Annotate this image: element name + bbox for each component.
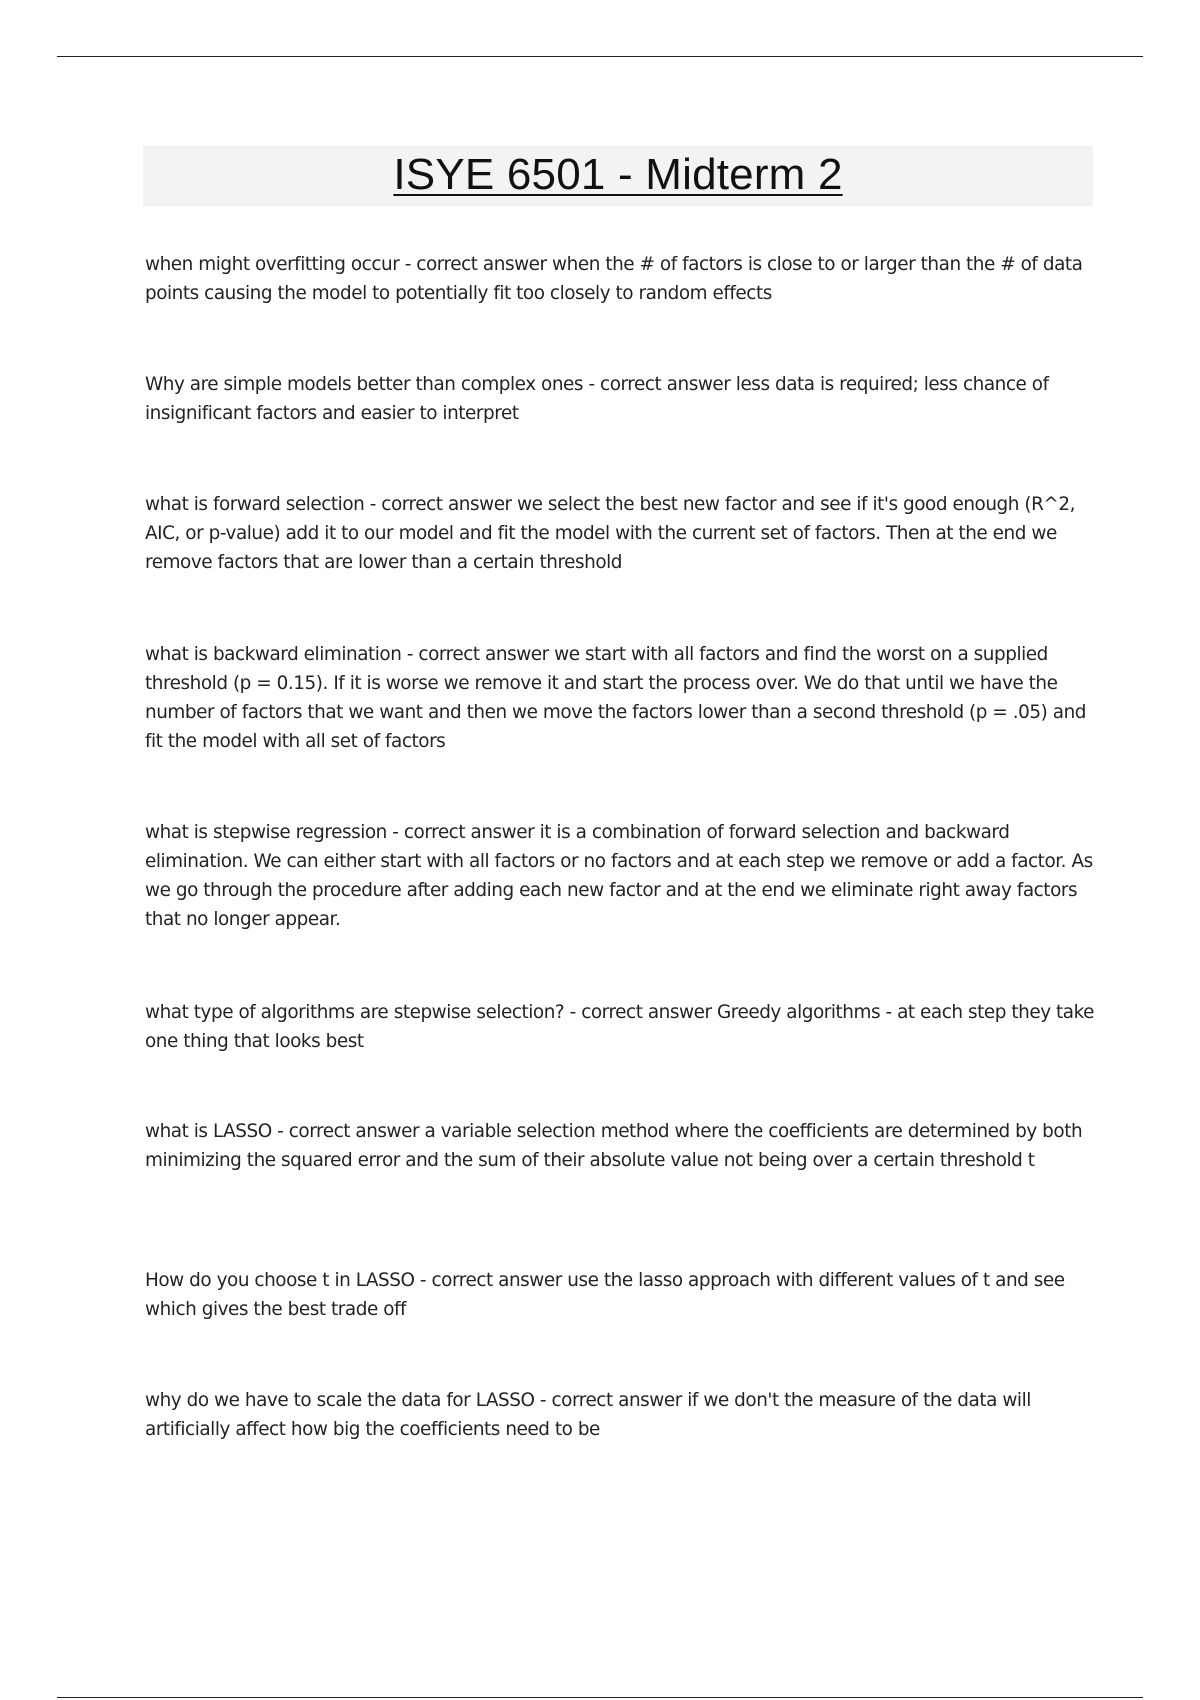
title-band	[143, 146, 1093, 206]
qa-entry-lasso: what is LASSO - correct answer a variable selection method where the coefficients are determined by both minimizing the squared error and the sum of their absolute value not being over a certain threshold t	[145, 1121, 1083, 1171]
qa-entry-simple-models: Why are simple models better than complex ones - correct answer less data is required; less chance of insignificant factors and easier to interpret	[145, 374, 1049, 424]
header-rule	[57, 56, 1143, 57]
qa-entry-stepwise-regression: what is stepwise regression - correct answer it is a combination of forward selection and backward elimination. We can either start with all factors or no factors and at each step we remove or add a factor. As we go through the procedure after adding each new factor and at the end we eliminate right away factors that no longer appear.	[145, 822, 1093, 930]
qa-entry-greedy-algorithms: what type of algorithms are stepwise selection? - correct answer Greedy algorithms - at each step they take one thing that looks best	[145, 1002, 1095, 1052]
document-title: ISYE 6501 - Midterm 2	[393, 150, 843, 199]
qa-entry-choose-t: How do you choose t in LASSO - correct answer use the lasso approach with different values of t and see which gives the best trade off	[145, 1270, 1065, 1320]
footer-rule	[57, 1697, 1143, 1698]
qa-entry-forward-selection: what is forward selection - correct answer we select the best new factor and see if it's good enough (R^2, AIC, or p-value) add it to our model and fit the model with the current set of factors. Then at the end we remove factors that are lower than a certain threshold	[145, 494, 1076, 573]
qa-entry-scale-data: why do we have to scale the data for LASSO - correct answer if we don't the measure of the data will artificially affect how big the coefficients need to be	[145, 1390, 1031, 1440]
qa-entry-backward-elimination: what is backward elimination - correct answer we start with all factors and find the worst on a supplied threshold (p = 0.15). If it is worse we remove it and start the process over. We do that until we have the number of factors that we want and then we move the factors lower than a second threshold (p = .05) and fit the model with all set of factors	[145, 644, 1087, 752]
qa-entry-overfitting: when might overfitting occur - correct answer when the # of factors is close to or larger than the # of data points causing the model to potentially fit too closely to random effects	[145, 254, 1083, 304]
